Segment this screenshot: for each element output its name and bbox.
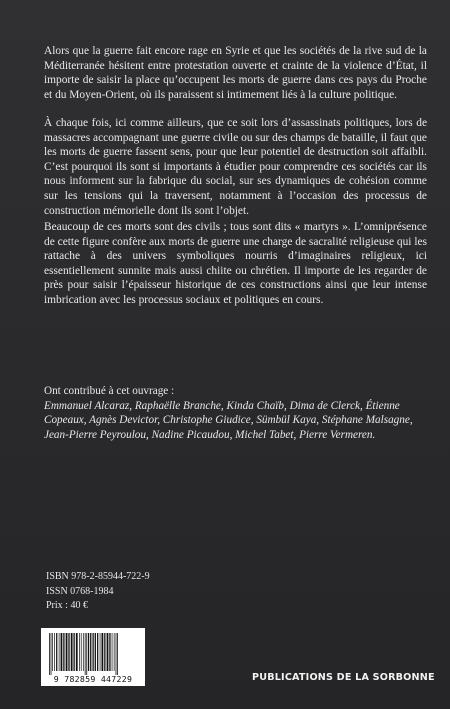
- barcode-bar: [73, 633, 74, 671]
- barcode-bar: [66, 633, 68, 671]
- barcode-bar: [95, 633, 96, 671]
- contributors-heading: Ont contribué à cet ouvrage :: [44, 385, 175, 397]
- barcode-bar: [86, 633, 87, 675]
- barcode-bar: [54, 633, 55, 671]
- publisher-name: PUBLICATIONS DE LA SORBONNE: [252, 672, 435, 683]
- barcode-bar: [56, 633, 57, 671]
- barcode-bar: [100, 633, 101, 671]
- barcode-bar: [117, 633, 118, 675]
- barcode-bar: [93, 633, 94, 671]
- barcode: [41, 628, 145, 686]
- barcode-bar: [68, 633, 69, 671]
- barcode-bar: [76, 633, 78, 671]
- contributors-names: Emmanuel Alcaraz, Raphaëlle Branche, Kinda Chaïb, Dima de Clerck, Étienne Copeaux, Agnès Devictor, Christophe Giudice, Sümbül Kaya, Stéphane Malsagne, Jean-Pierre Peyroulou, Nadine Picaudou, Michel Tabet, Pierre Vermeren.: [44, 399, 413, 441]
- barcode-bar: [97, 633, 98, 671]
- barcode-bar: [71, 633, 73, 671]
- barcode-bar: [107, 633, 109, 671]
- barcode-bar: [59, 633, 60, 671]
- summary-paragraph-1: Alors que la guerre fait encore rage en Syrie et que les sociétés de la rive sud de la Méditerranée hésitent entre protestation ouverte et crainte de la violence d’État, il importe de saisir la place qu’occupent les morts de guerre dans ces pays du Proche et du Moyen-Orient, où ils paraissent si intimement liés à la culture politique.: [44, 45, 427, 101]
- barcode-bar: [109, 633, 110, 671]
- barcode-bar: [88, 633, 89, 671]
- barcode-bar: [102, 633, 104, 671]
- barcode-bar: [61, 633, 63, 671]
- barcode-digits: 9 782859 447229: [53, 674, 133, 684]
- summary-paragraph-2: À chaque fois, ici comme ailleurs, que ce soit lors d’assassinats politiques, lors de massacres accompagnant une guerre civile ou sur des champs de bataille, il faut que les morts de guerre fassent sens, pour que leur potentiel de destruction soit affaibli. C’est pourquoi ils sont si importants à étudier pour comprendre ces sociétés car ils nous informent sur la fabrique du social, sur ses dynamiques de cohésion comme sur les tensions qui la traversent, notamment à l’occasion des processus de construction mémorielle dont ils sont l’objet.: [44, 117, 427, 217]
- barcode-bar: [104, 633, 105, 671]
- barcode-bar: [81, 633, 82, 671]
- barcode-bar: [52, 633, 53, 671]
- issn-number: ISSN 0768-1984: [46, 585, 114, 597]
- barcode-bar: [63, 633, 64, 671]
- summary-paragraph-3: Beaucoup de ces morts sont des civils ; tous sont dits « martyrs ». L’omniprésence de cette figure confère aux morts de guerre une charge de sacralité religieuse qui les rattache à des univers symboliques nourris d’imaginaires religieux, ici essentiellement sunnite mais aussi chiite ou chrétien. Il importe de les regarder de près pour saisir l’épaisseur historique de ces constructions ainsi que leur intense imbrication avec les processus sociaux et politiques en cours.: [44, 221, 427, 306]
- barcode-bar: [116, 633, 117, 675]
- barcode-bar: [112, 633, 113, 671]
- barcode-bar: [114, 633, 115, 671]
- barcode-bar: [79, 633, 80, 671]
- barcode-bar: [85, 633, 86, 675]
- barcode-bars: [48, 633, 138, 675]
- isbn-number: ISBN 978-2-85944-722-9: [46, 571, 150, 582]
- barcode-bar: [49, 633, 50, 675]
- barcode-bar: [90, 633, 91, 671]
- publication-info: [46, 570, 150, 614]
- contributors-block: [44, 384, 414, 442]
- barcode-bar: [83, 633, 84, 671]
- barcode-bar: [51, 633, 52, 675]
- price: Prix : 40 €: [46, 600, 88, 611]
